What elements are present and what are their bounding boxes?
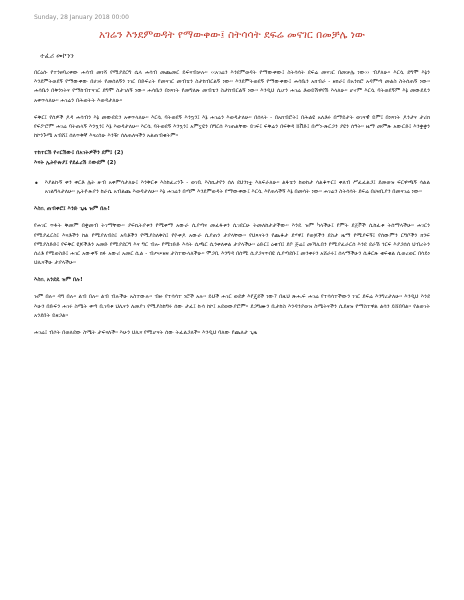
paragraph-4: የሐገር ጥፋት ቅመም በቋመብ ትገማቸው፡፡ ያፍኪትያቱን የሚቀማ አውራ ሲያጣና መፈፋቱን ሲገደርሁ ትመለከታታችው፡፡ እንዴ ዝም ካላችሁ፤ የምት ደጀቮች ሲከፈቱ ትሰማላችሁ፡፡ ሐገርን የሚያፈርስ፤ እናቶችን ከል የሚያለብስ፤ አባቶችን የሚያስለቅስ፤ የዮቀዶ አውራ ሲያጠን ታያላቸው፡፡ የህጻናትን የጨቆታ ደሃዋ፤ የወጆችን ደስታ ዜማ የሚያፍኝ፤ የሰውምን ርግቦችን ክንፍ የሚያስድድ፤ የፍቅር ዩጆችቶን አመድ የሚያደርግ እና ግር ብሎ የሚነድድ እሳት ሲጫር ሲንቀለቀል ታያላችሁ፡፡ ዕድር፤ ዕቁብ፤ ደቦ ጅሬ፤ መኻሊበን የሚያፈራርሰ እንደ ደራሽ ጎርፍ እያጋሰሰ ህብረትን ሰሪቶ የሚወስድ፤ ሐገር አውቀኝ ክፉ አውሪ አመር ሲል - ብጦሠዘዛ ታስተውላለችሁ፡፡ ሞጋቢ እንግዳ በሰሚ ሲያጋናጥበዩ ሲያጣደቡ፤ መንቀሩን አሸራሩ፤ ሰላማችሁን ሲቆርጽ ቁፍቁል ሲወረወር በሳይነ ህሊናችሁ ታያላችሁ፡፡ <box>34 223 430 267</box>
subheading-1: እስኪ ጠብቀሮ፤ እንድ ጊዜ ዝም በሉ! <box>34 206 110 213</box>
subheading-2: እስኪ አንደዴ ዝም በሉ! <box>34 277 83 284</box>
refrain-line-2: እናት ኢትዮጵያ፤ የደፈረሽ ይውደም (2) <box>34 160 117 167</box>
bold-refrain <box>34 149 430 169</box>
bullet-paragraph <box>34 179 430 205</box>
refrain-line-1: ተከተርሽ የኖርሽው፤ በአገትዎችን ደም፤ (2) <box>34 150 124 157</box>
paragraph-5: ዝም በሉ፡፡ ዳግ በሉ፡፡ ልብ በሉ፡፡ ልብ ብሉችሁ አስተውሉ፡፡ ብዙ የተሳሳተ ነሮች አሉ፡፡ ይህች ሐገር ወደቃ እየጄደች ነው? በዚህ ጽሑፍ ሐገሬ የተሳሳተችውን ነገር ደፍሬ እንግረታለሁ፡፡ እንዲህ እንደ እሁን በድፍን ሐገሩ ስሜት ቀጣ ቢገባቱ ህሊናን ለመያገ የሚያስከግሩ ሰው ታፈ፤ ኩሳ ከኮ፤ አደወውያሮም፡፡ ደጋግሙን ቢታከስ እንዳንያወዝ ስሜትናችን ሲደዘዝ የማስተዋል ልሳን ይሸበባል፡፡ የልወገት አንደበት ይዘጋል፡፡ <box>34 294 430 319</box>
paragraph-6: ሐገሬ፤ ብሶት በወለደው ስሜት ታፍናለች፡፡ እሁን ህሊና የሚሆናት ሰው ትፈልጋለች፡፡ እንዲህ ባለው የጨለታ ጊዜ <box>34 330 258 337</box>
publish-date: Sunday, 28 January 2018 00:00 <box>34 14 129 21</box>
paragraph-1: በርዕሱ የተንፀባረቀው ሐሳብ መነሻ የሚያደርግ ሴላ ሐሳብ መጨመር ይፍናብቻሉ፡፡ ‹‹አገሬን እንደምወዳት የማውቀው፤ ስትሳሳት ደፍሬ መናገር በመቻሌ ነው›› ብያለሁ፡፡ እርሷ ደግሞ እኔን እንደምትወደኝ የማውቀው በሀገሩ የመሰለኝን ነገር በድፍረት የመናገር መብቴን ስታከብርልኝ ነው፡፡ እንደምትወደኝ የማውቀው፤ ሐሳቤን አክብራ - ዘክራ፤ በአንክሮ አዳምጣ መልስ ስትሰጠኝ ነው፡፡ ሐሳቤን በቅንነትና የማከብተናገር ደግሞ ስታገለኝ ነው፡፡ ሐሳቤን በነጻነት የመግለጽ መብቴን ስታከብርልኝ ነው፡፡ እንዲህ ሲሆን ሐገሬ ቶወይሽዋየሽ እላለሁ፡፡ ሆኖም እርሷ ባትወደኝም እኔ መውደዴን አቀጥላለሁ፡፡ ሐገሬን በሕወትት እወዳታለሁ፡፡ <box>34 70 430 104</box>
bullet-icon: • <box>34 179 39 189</box>
paragraph-2: ፍቅር፤ የሰዎች ዶዳ ሐሳብን እኔ መውደዴን አቀጥላለሁ፡፡ እርሷ ባትወደኝ እንኳን፤ እኔ ሐገሬን እወዳታለሁ፡፡ በሰላት - በአክብሮት፤ በሕልዩ አለቶሩ በማይታት ወገናዊ ይም፤ በነጻነት ዶንታና ታሪክ የፍፖሮም ሐገሬ ባትጠላኝ እንኳን፤ እኔ እወዳታለሁ፡፡ እርሷ ባትወደኝ እንኳን፤ አምኗዩን በግርሰ እገጠልቸው ይገፍ፤ ፍቅሬን በፍቅዳ ሸቨድ፤ በሥነ-ጽርጋን ያዩን ሰዓት፡፡ ዜማ መምጽ አውርድ፤ እንቋቋን ከኮንጉሜ አብሸ፤ ሰለጥቅኛ እናረሰሁ እንዥ ሰለጠለጓችን አልጠብቁትም፡፡ <box>34 114 430 140</box>
author-name: ተፈሪ መኮንን <box>40 52 74 60</box>
paragraph-3: እያልኩኝ ቀን ቀርቶ ሌት ዙብ አቀምሳታለሁ፤ እንቅርቱ እስከፈረንጉ - ወገቢ እስኪታየን ሰለ ደህንነቷ እለፍራለሁ፡፡ ልፋቴን ከወከታ ሳልቆጥር፤ ቀለብ ሥፈፈልጋ፤ ደመወዝ ፍርዋጫኝ ሳልል አገልግላታለሁ፡፡ ኢትዮጵያን ከራሴ አብልጨ እወዳታለሁ፡፡ እኔ ሐገሬን በጣም እንደምወዳት የማውቀው፤ እርሷ እየጠላችኝ እኔ በመሳት ነው፡፡ ሐገሬን ስትሳሳት ደፍሬ በሀዛቢያን በመናገሬ ነው፡፡ <box>44 180 430 196</box>
article-title: አገሬን እንደምወዳት የማውቀው፤ ስትሳሳት ደፍሬ መናገር በመቻሌ ነው <box>98 29 365 41</box>
